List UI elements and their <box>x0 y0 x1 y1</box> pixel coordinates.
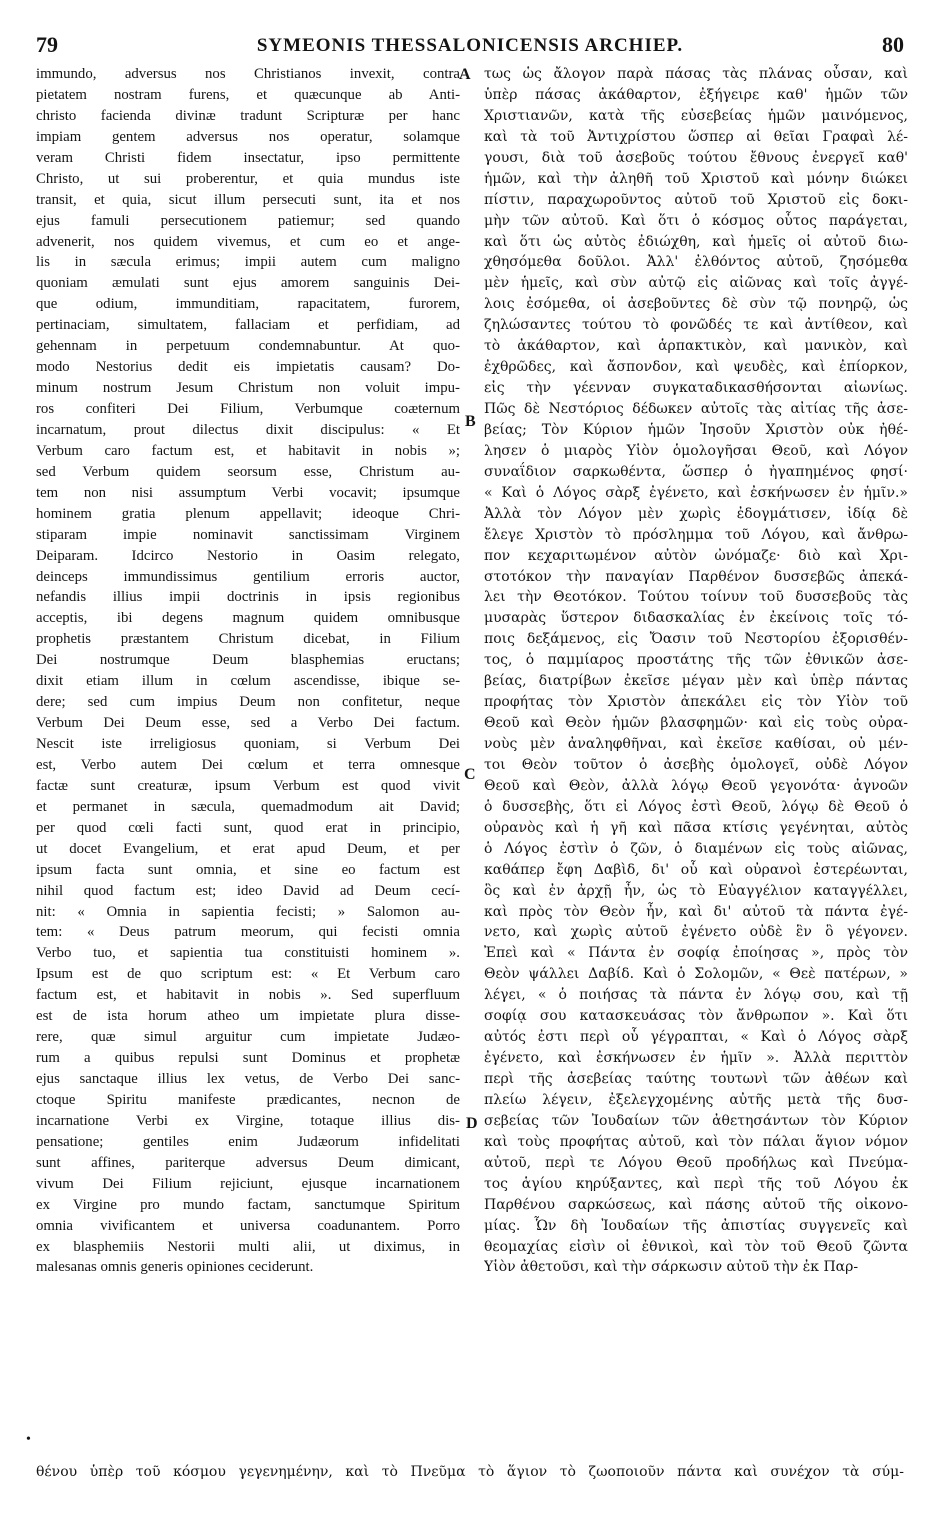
latin-line: impiam gentem adversus nos operatur, solamque <box>36 128 460 145</box>
section-marker-c: C <box>464 766 476 783</box>
greek-line: ζηλώσαντες τούτου τὸ φονῶδές τε καὶ ἀντίθεον, καὶ <box>484 317 908 334</box>
latin-line: omnia vivificantem et universa coadunantem. Porro <box>36 1217 460 1234</box>
greek-line: λοις ἐσόμεθα, οἱ ἀσεβοῦντες δὲ σὺν τῷ πονηρῷ, ὡς <box>484 296 908 313</box>
latin-line: rere, quæ simul arguitur cum impietate Judæo- <box>36 1029 460 1046</box>
greek-line: Χριστιανῶν, κατὰ τῆς εὐσεβείας ἡμῶν μαινόμενος, <box>484 107 908 124</box>
latin-line: hominem gratia plenum appellavit; ideoque Chri- <box>36 505 460 522</box>
greek-line: σοφίᾳ σου κατασκευάσας τὸν ἄνθρωπον ». Καὶ ὅτι <box>484 1008 908 1025</box>
latin-line: nit: « Omnia in sapientia fecisti; » Salomon au- <box>36 903 460 920</box>
greek-line: Ἐπεὶ καὶ « Πάντα ἐν σοφίᾳ ἐποίησας », πρὸς τὸν <box>484 945 908 962</box>
greek-line: ἐγένετο, καὶ ἐσκήνωσεν ἐν ἡμῖν ». Ἀλλὰ περιττὸν <box>484 1050 908 1067</box>
greek-line: λησεν ὁ μιαρὸς Υἱὸν ὁμολογῆσαι Θεοῦ, καὶ Λόγον <box>484 442 908 459</box>
greek-line: βείας, διατρίβων ἐκεῖσε μέγαν μὲν καὶ ὑπὲρ πάντας <box>484 673 908 690</box>
latin-line: ros confiteri Dei Filium, Verbumque coæternum <box>36 401 460 417</box>
greek-line: προφήτας τὸν Χριστὸν ἀπεκάλει εἰς τὸν Υἱὸν τοῦ <box>484 694 908 711</box>
latin-line: sed Verbum quidem seorsum esse, Christum au- <box>36 463 460 480</box>
greek-line: μίας. Ὧν δὴ Ἰουδαίων τῆς ἀπιστίας συγγενεῖς καὶ <box>484 1217 908 1234</box>
latin-line: malesanas omnis generis opiniones ceciderunt. <box>36 1259 314 1276</box>
latin-line: pertinaciam, simultatem, fallaciam et perfidiam, ad <box>36 317 460 334</box>
greek-line: στοτόκον τὴν παναγίαν Παρθένον δυσσεβῶς ἀπεκά- <box>484 568 908 585</box>
greek-line: τος, ὁ παμμίαρος προστάτης τῆς τῶν ἐθνικῶν ἀσε- <box>484 652 908 669</box>
greek-line: χθησόμεθα δοῦλοι. Ἀλλ' ἐλθόντος αὐτοῦ, ζησόμεθα <box>484 254 908 271</box>
latin-line: pietatem nostram furens, et quæcunque ab Anti- <box>36 86 460 103</box>
latin-line: est, Verbo autem Dei cœlum et terra omnesque <box>36 756 460 773</box>
latin-line: incarnatum, prout dilectus dixit discipulus: « Et <box>36 421 460 438</box>
latin-line: Dei nostrumque Deum blasphemias eructans; <box>36 652 460 669</box>
latin-line: dixit etiam illum in cœlum ascendisse, ibique se- <box>36 673 460 690</box>
greek-line: οὐρανὸς καὶ ἡ γῆ καὶ πᾶσα κτίσις γεγένηται, αὐτὸς <box>484 819 908 836</box>
latin-column <box>36 64 460 1278</box>
latin-line: Verbo tuo, et sapientia tua constituisti hominem ». <box>36 945 460 962</box>
greek-line: μυσαρὰς ὕστερον διδασκαλίας ἐν ἐκείνοις τοῖς τό- <box>484 610 908 627</box>
greek-line: Θεοῦ καὶ Θεὸν ἡμῶν βλασφημῶν· καὶ εἰς τοὺς οὐρα- <box>484 715 908 732</box>
greek-line: νετο, καὶ χωρὶς αὐτοῦ ἐγένετο οὐδὲ ἓν ὃ γέγονεν. <box>484 924 908 941</box>
greek-line: βείας; Τὸν Κύριον ἡμῶν Ἰησοῦν Χριστὸν οὐκ ἠθέ- <box>484 421 908 438</box>
greek-line: ἐχθρῶδες, καὶ ἄσπονδον, καὶ ψευδὲς, καὶ ἐπίορκον, <box>484 359 908 376</box>
latin-line: nefandis illius impii doctrinis in ipsis regionibus <box>36 589 460 606</box>
running-title: SYMEONIS THESSALONICENSIS ARCHIEP. <box>256 35 684 56</box>
greek-line: σεβείας τῶν Ἰουδαίων τῶν ἀθετησάντων τὸν Κύριον <box>484 1112 908 1129</box>
latin-line: stiparam impie nominavit sanctissimam Virginem <box>36 526 460 543</box>
latin-line: sunt affines, pariterque adversus Deum dimicant, <box>36 1154 460 1171</box>
greek-line: Θεοῦ καὶ Θεὸν, ἀλλὰ λόγῳ Θεοῦ γεγονότα· ἀγνοῶν <box>484 777 908 794</box>
latin-line: incarnatione Verbi ex Virgine, totaque illius dis- <box>36 1112 460 1129</box>
greek-line: Παρθένου σαρκώσεως, καὶ πάσης αὐτοῦ τῆς οἰκονο- <box>484 1196 908 1213</box>
greek-line: εἰς τὴν γέενναν συγκαταδικασθήσονται αἰωνίως. <box>484 380 908 397</box>
greek-line: λέγει, « ὁ ποιήσας τὰ πάντα ἐν λόγῳ σου, καὶ τῇ <box>484 987 908 1004</box>
greek-column <box>484 64 908 1278</box>
greek-line: ὁ Λόγος ἐστὶν ὁ ζῶν, ὁ διαμένων εἰς τοὺς αἰῶνας, <box>484 840 908 857</box>
greek-line: πλείω λέγειν, ἐξελεγχομένης αὐτῆς μετὰ τῆς δυσ- <box>484 1091 908 1108</box>
latin-line: immundo, adversus nos Christianos invexit, contra <box>36 66 460 82</box>
greek-line: πίστιν, παραχωροῦντος αὐτοῦ τοῦ Χριστοῦ εἰς δοκι- <box>484 191 908 208</box>
latin-line: ejus famuli persecutionem patiemur; sed quando <box>36 212 460 229</box>
greek-line: καθάπερ ἔφη Δαβὶδ, δι' οὗ καὶ οὐρανοὶ ἐστερέωνται, <box>484 861 908 878</box>
margin-dot: • <box>26 1432 31 1447</box>
greek-line: ἡμῶν, καὶ τὴν ἀληθῆ τοῦ Χριστοῦ καὶ μόνην διώκει <box>484 170 908 187</box>
latin-line: Nescit iste irreligiosus quoniam, si Verbum Dei <box>36 736 460 752</box>
latin-line: transit, et quia, sicut illum persecuti sunt, ita et nos <box>36 191 460 208</box>
greek-line: ποις δεξάμενος, εἰς Ὄασιν τοῦ Νεστορίου ἐξορισθέν- <box>484 631 908 648</box>
latin-line: est de ista horum atheo um impietate plura disse- <box>36 1008 460 1025</box>
latin-line: modo Nestorius dedit eis impietatis causam? Do- <box>36 359 460 376</box>
latin-line: ut docet Evangelium, et erat apud Deum, et per <box>36 840 460 857</box>
latin-line: Ipsum est de quo scriptum est: « Et Verbum caro <box>36 966 460 983</box>
greek-line: Πῶς δὲ Νεστόριος δέδωκεν αὐτοῖς τὰς αἰτίας τῆς ἀσε- <box>484 401 908 417</box>
greek-line: αὐτοῦ, περὶ τε Λόγου Θεοῦ προδήλως καὶ Πνεύμα- <box>484 1154 908 1171</box>
greek-line: καὶ τοὺς προφήτας αὐτοῦ, καὶ τὸν πάλαι ἅγιον νόμον <box>484 1133 908 1150</box>
greek-line: Υἱὸν ἀθετοῦσι, καὶ τὴν σάρκωσιν αὐτοῦ τὴν ἐκ Παρ- <box>484 1259 859 1276</box>
greek-line: καὶ τὰ τοῦ Ἀντιχρίστου ὥσπερ αἱ θεῖαι Γραφαὶ λέ- <box>484 128 908 145</box>
greek-line: τως ὡς ἄλογον παρὰ πάσας τὰς πλάνας οὖσαν, καὶ <box>484 66 908 82</box>
greek-line: γουσι, διὰ τοῦ ἀσεβοῦς τούτου ἔθνους ἐνεργεῖ καθ' <box>484 149 908 166</box>
greek-line: ἔλεγε Χριστὸν τὸ πρόσλημμα τοῦ Λόγου, καὶ ἄνθρω- <box>484 526 908 543</box>
latin-line: ex Virgine pro mundo factam, sanctumque Spiritum <box>36 1196 460 1213</box>
latin-line: lis in sæcula erimus; impii autem cum maligno <box>36 254 460 271</box>
greek-line: ὃς καὶ ἐν ἀρχῇ ἦν, ὡς τὸ Εὐαγγέλιον καταγγέλλει, <box>484 882 908 899</box>
latin-line: ex blasphemiis Nestorii multi alii, ut diximus, in <box>36 1238 460 1255</box>
greek-line: Ἀλλὰ τὸν Λόγον μὲν χωρὶς ἐδογμάτισεν, ἰδίᾳ δὲ <box>484 505 908 522</box>
greek-line: μὲν ἡμεῖς, καὶ σὺν αὐτῷ εἰς αἰῶνας καὶ τοῖς ἀγγέ- <box>484 275 908 292</box>
greek-line: θεομαχίας εἰσὶν οἱ ἐθνικοὶ, καὶ τὸν τοῦ Θεοῦ ζῶντα <box>484 1238 908 1255</box>
running-header <box>36 32 904 62</box>
latin-line: prophetis præstantem Christum dicebat, in Filium <box>36 631 460 648</box>
latin-line: rum a quibus repulsi sunt Dominus et prophetæ <box>36 1050 460 1067</box>
greek-line: μὴν τῶν αὐτοῦ. Καὶ ὅτι ὁ κόσμος οὗτος παράγεται, <box>484 212 908 229</box>
latin-line: factum est, et habitavit in nobis ». Sed superfluum <box>36 987 460 1004</box>
greek-line: περὶ τῆς ἀσεβείας ταύτης τουτωνὶ τῶν ἀθέων καὶ <box>484 1071 908 1087</box>
greek-line: νοὺς μὲν ἀναληφθῆναι, καὶ ἐκεῖσε καθίσαι, οὐ μέν- <box>484 736 908 752</box>
greek-line: « Καὶ ὁ Λόγος σὰρξ ἐγένετο, καὶ ἐσκήνωσεν ἐν ἡμῖν.» <box>484 484 908 501</box>
section-marker-b: B <box>465 413 476 430</box>
greek-line: αὐτός ἐστι περὶ οὗ γέγραπται, « Καὶ ὁ Λόγος σὰρξ <box>484 1029 908 1046</box>
latin-line: que odium, immunditiam, rapacitatem, furorem, <box>36 296 460 313</box>
greek-line: πον κεχαριτωμένον αὐτὸν ὠνόμαζε· διὸ καὶ Χρι- <box>484 547 908 564</box>
latin-line: christo facienda divinæ tradunt Scripturæ per hanc <box>36 107 460 124</box>
latin-line: quoniam æmulati sunt ejus amorem sanguinis Dei- <box>36 275 460 292</box>
latin-line: Deiparam. Idcirco Nestorio in Oasim relegato, <box>36 547 460 564</box>
greek-line: ὑπὲρ πάσας ἀκάθαρτον, ἐξήγειρε καθ' ἡμῶν τῶν <box>484 86 908 103</box>
greek-line: λει τὴν Θεοτόκον. Τούτου τοίνυν τοῦ δυσσεβοῦς τὰς <box>484 589 908 606</box>
greek-line: τοι Θεὸν τοῦτον ὁ ἀσεβὴς ὁμολογεῖ, οὐδὲ Λόγον <box>484 756 908 773</box>
latin-line: advenerit, nos quidem vivemus, et cum eo et ange- <box>36 233 460 250</box>
latin-line: tem non nisi assumptum Verbi vocavit; ipsumque <box>36 484 460 501</box>
greek-line: καὶ πρὸς τὸν Θεὸν ἦν, καὶ δι' αὐτοῦ τὰ πάντα ἐγέ- <box>484 903 908 920</box>
bottom-greek-line: θένου ὑπὲρ τοῦ κόσμου γεγενημένην, καὶ τὸ Πνεῦμα τὸ ἅγιον τὸ ζωοποιοῦν πάντα καὶ συνέχον τὰ σύμ- <box>36 1464 904 1480</box>
latin-line: Verbum caro factum est, et habitavit in nobis »; <box>36 442 460 459</box>
section-marker-d: D <box>466 1115 478 1132</box>
greek-line: τος ἁγίου κηρύξαντες, καὶ περὶ τῆς τοῦ Λόγου ἐκ <box>484 1175 908 1192</box>
latin-line: veram Christi fidem insectatur, ipso permittente <box>36 149 460 166</box>
latin-line: vivum Dei Filium rejiciunt, ejusque incarnationem <box>36 1175 460 1192</box>
greek-line: Θεὸν ψάλλει Δαβίδ. Καὶ ὁ Σολομῶν, « Θεὲ πατέρων, » <box>484 966 908 983</box>
greek-line: συναΐδιον σαρκωθέντα, ὥσπερ ὁ ἠγαπημένος φησί· <box>484 463 908 480</box>
latin-line: pensatione; gentiles enim Judæorum infidelitati <box>36 1133 460 1150</box>
latin-line: dere; sed cum impius Deum non confitetur, neque <box>36 694 460 711</box>
latin-line: ctoque Spiritu manifeste prædicantes, necnon de <box>36 1091 460 1108</box>
right-page-number: 80 <box>882 32 904 57</box>
greek-line: ὁ δυσσεβὴς, ὅτι εἰ Λόγος ἐστὶ Θεοῦ, λόγῳ δὲ Θεοῦ ὁ <box>484 798 908 815</box>
greek-line: τὸ ἀκάθαρτον, καὶ ἁρπακτικὸν, καὶ μανικὸν, καὶ <box>484 338 908 355</box>
latin-line: tem: « Deus patrum meorum, qui fecisti omnia <box>36 924 460 941</box>
section-marker-a: A <box>459 66 471 83</box>
latin-line: minum nostrum Jesum Christum non voluit impu- <box>36 380 460 397</box>
greek-line: καὶ ὅτι ὡς αὐτὸς ἐδιώχθη, καὶ ἡμεῖς οἱ αὐτοῦ διω- <box>484 233 908 250</box>
latin-line: gehennam in perpetuum condemnabuntur. At quo- <box>36 338 460 355</box>
latin-line: ejus sanctaque illius lex vetus, de Verbo Dei sanc- <box>36 1071 460 1087</box>
latin-line: et permanet in sæcula, quemadmodum ait David; <box>36 798 460 815</box>
latin-line: ipsum facta sunt omnia, et sine eo factum est <box>36 861 460 878</box>
left-page-number: 79 <box>36 32 58 57</box>
latin-line: Verbum Dei Deum esse, sed a Verbo Dei factum. <box>36 715 460 732</box>
latin-line: deinceps immundissimus gentilium erroris auctor, <box>36 568 460 585</box>
latin-line: per quod cœli facti sunt, quod erat in principio, <box>36 819 460 836</box>
latin-line: acceptis, ibi degens magnum quidem omnibusque <box>36 610 460 627</box>
latin-line: Christo, ut sui proberentur, et quia mundus iste <box>36 170 460 187</box>
latin-line: factæ sunt creaturæ, ipsum Verbum est quod vivit <box>36 777 460 794</box>
latin-line: nihil quod factum est; ideo David ad Deum cecí- <box>36 882 460 899</box>
